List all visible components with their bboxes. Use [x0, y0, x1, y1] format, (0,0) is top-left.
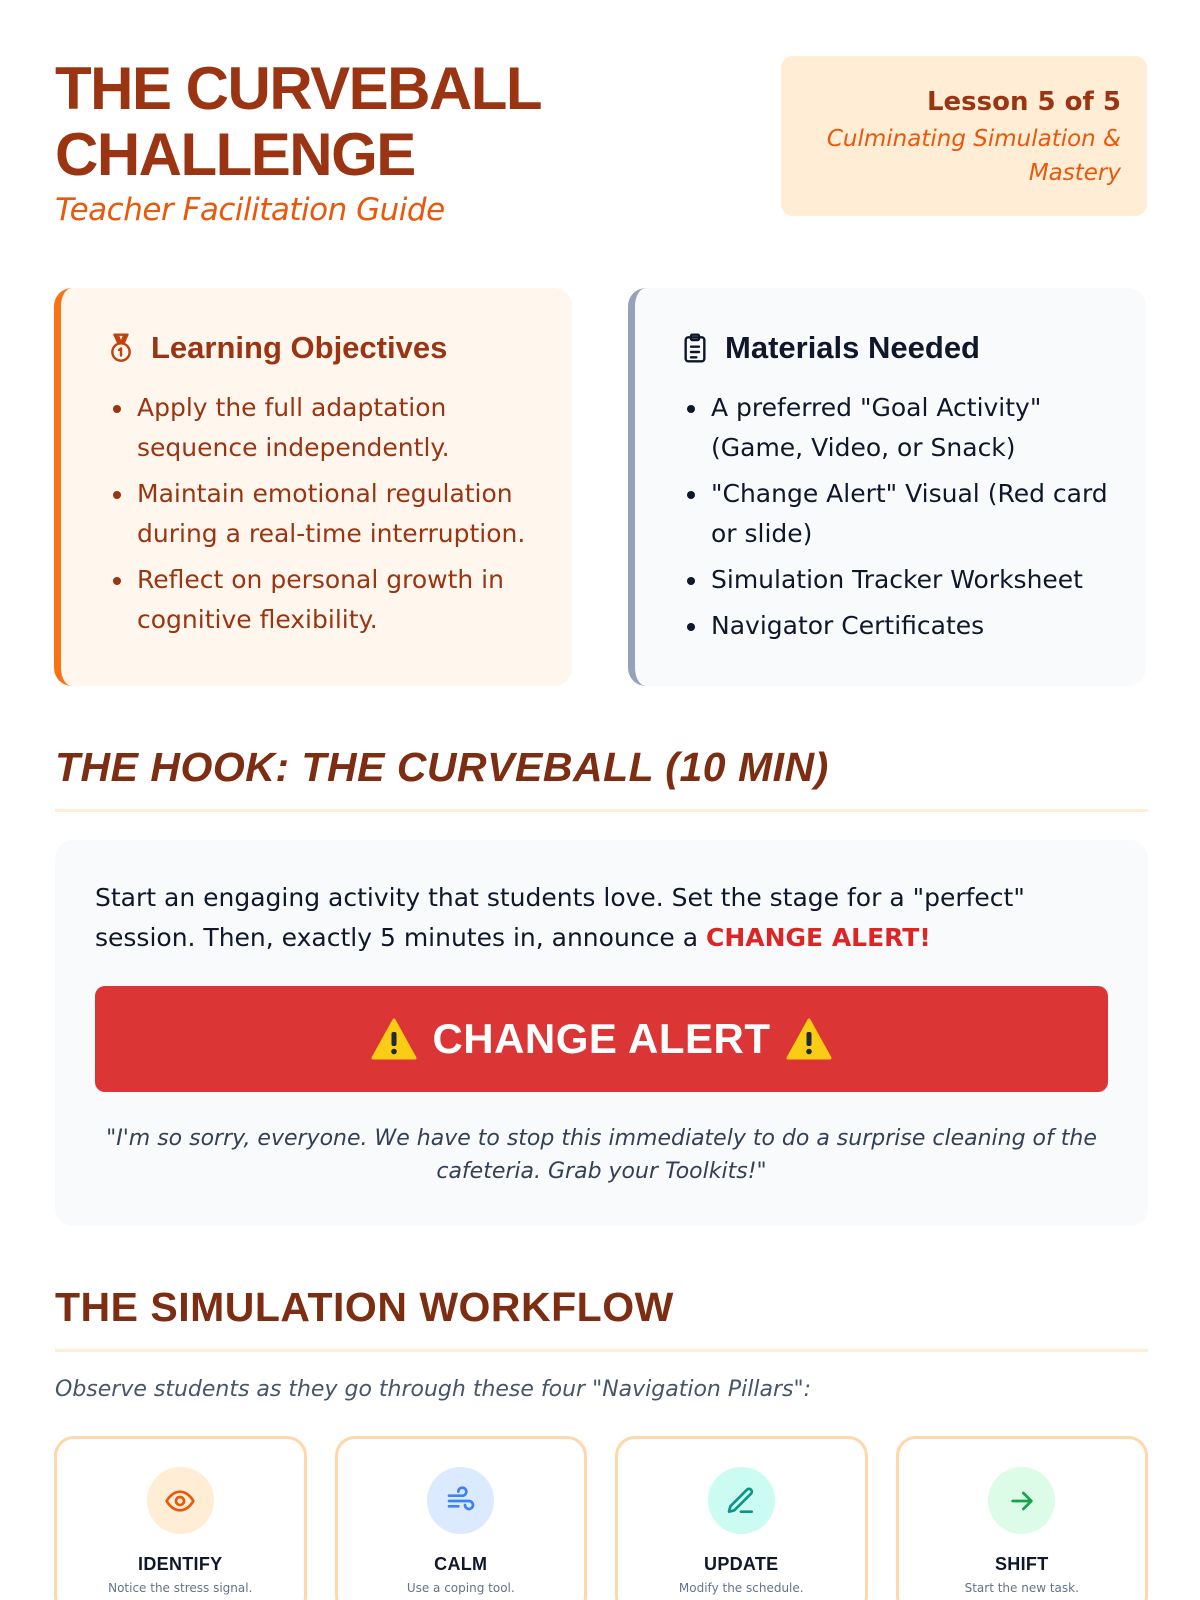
pillar-icon-wrap: [988, 1467, 1055, 1534]
workflow-section-title: THE SIMULATION WORKFLOW: [55, 1284, 1148, 1352]
list-item: A preferred "Goal Activity" (Game, Video, or Snack): [679, 388, 1116, 468]
medal-icon: [105, 332, 137, 364]
list-item: Navigator Certificates: [679, 606, 1116, 646]
pillar-shift: [896, 1436, 1149, 1600]
objectives-card: [54, 288, 572, 686]
pillar-desc: Notice the stress signal.: [108, 1581, 253, 1595]
change-alert-inline: CHANGE ALERT!: [705, 923, 931, 952]
lesson-subtitle: Culminating Simulation & Mastery: [826, 126, 1121, 186]
list-item: Reflect on personal growth in cognitive flexibility.: [105, 560, 542, 640]
lesson-number: Lesson 5 of 5: [926, 87, 1121, 117]
materials-header: [679, 330, 1116, 366]
pencil-icon: [725, 1485, 757, 1517]
pillar-desc: Modify the schedule.: [678, 1581, 804, 1595]
list-item: Simulation Tracker Worksheet: [679, 560, 1116, 600]
objectives-header: [105, 330, 542, 366]
hook-text: Start an engaging activity that students love. Set the stage for a "perfect" session. Then, exactly 5 minutes in, announce a: [95, 883, 1025, 952]
list-item: "Change Alert" Visual (Red card or slide): [679, 474, 1116, 554]
list-item: Maintain emotional regulation during a real-time interruption.: [105, 474, 542, 554]
pillar-name: SHIFT: [995, 1554, 1049, 1574]
workflow-intro: Observe students as they go through these four "Navigation Pillars":: [55, 1377, 811, 1402]
pillar-icon-wrap: [147, 1467, 214, 1534]
pillar-update: [615, 1436, 868, 1600]
pillar-calm: [335, 1436, 588, 1600]
materials-list: [679, 388, 1116, 646]
teacher-script-quote: "I'm so sorry, everyone. We have to stop this immediately to do a surprise cleaning of the cafeteria. Grab your Toolkits!": [106, 1126, 1097, 1184]
pillar-identify: [54, 1436, 307, 1600]
pillar-icon-wrap: [427, 1467, 494, 1534]
page-subtitle: Teacher Facilitation Guide: [55, 192, 445, 228]
clipboard-icon: [679, 332, 711, 364]
materials-title: Materials Needed: [725, 330, 980, 365]
pillar-name: UPDATE: [704, 1554, 779, 1574]
list-item: Apply the full adaptation sequence independently.: [105, 388, 542, 468]
objectives-title: Learning Objectives: [151, 330, 448, 365]
change-alert-text: CHANGE ALERT: [432, 1015, 771, 1062]
wind-icon: [445, 1485, 477, 1517]
warning-icon: [370, 1017, 418, 1061]
change-alert-banner: [95, 986, 1108, 1092]
warning-icon: [785, 1017, 833, 1061]
materials-card: [628, 288, 1146, 686]
pillar-icon-wrap: [708, 1467, 775, 1534]
pillar-desc: Start the new task.: [964, 1581, 1079, 1595]
hook-section-title: THE HOOK: THE CURVEBALL (10 MIN): [55, 744, 1148, 812]
lesson-badge: [781, 56, 1147, 216]
pillar-name: CALM: [434, 1554, 488, 1574]
eye-icon: [164, 1485, 196, 1517]
pillar-name: IDENTIFY: [138, 1554, 223, 1574]
page-title-line2: CHALLENGE: [55, 121, 415, 188]
objectives-list: [105, 388, 542, 640]
arrow-right-icon: [1006, 1485, 1038, 1517]
page-header: [55, 56, 1147, 236]
hook-box: [55, 840, 1148, 1226]
hook-instructions: [95, 878, 1108, 958]
pillar-desc: Use a coping tool.: [406, 1581, 515, 1595]
page-title-line1: THE CURVEBALL: [55, 55, 542, 122]
navigation-pillars: [54, 1436, 1148, 1600]
